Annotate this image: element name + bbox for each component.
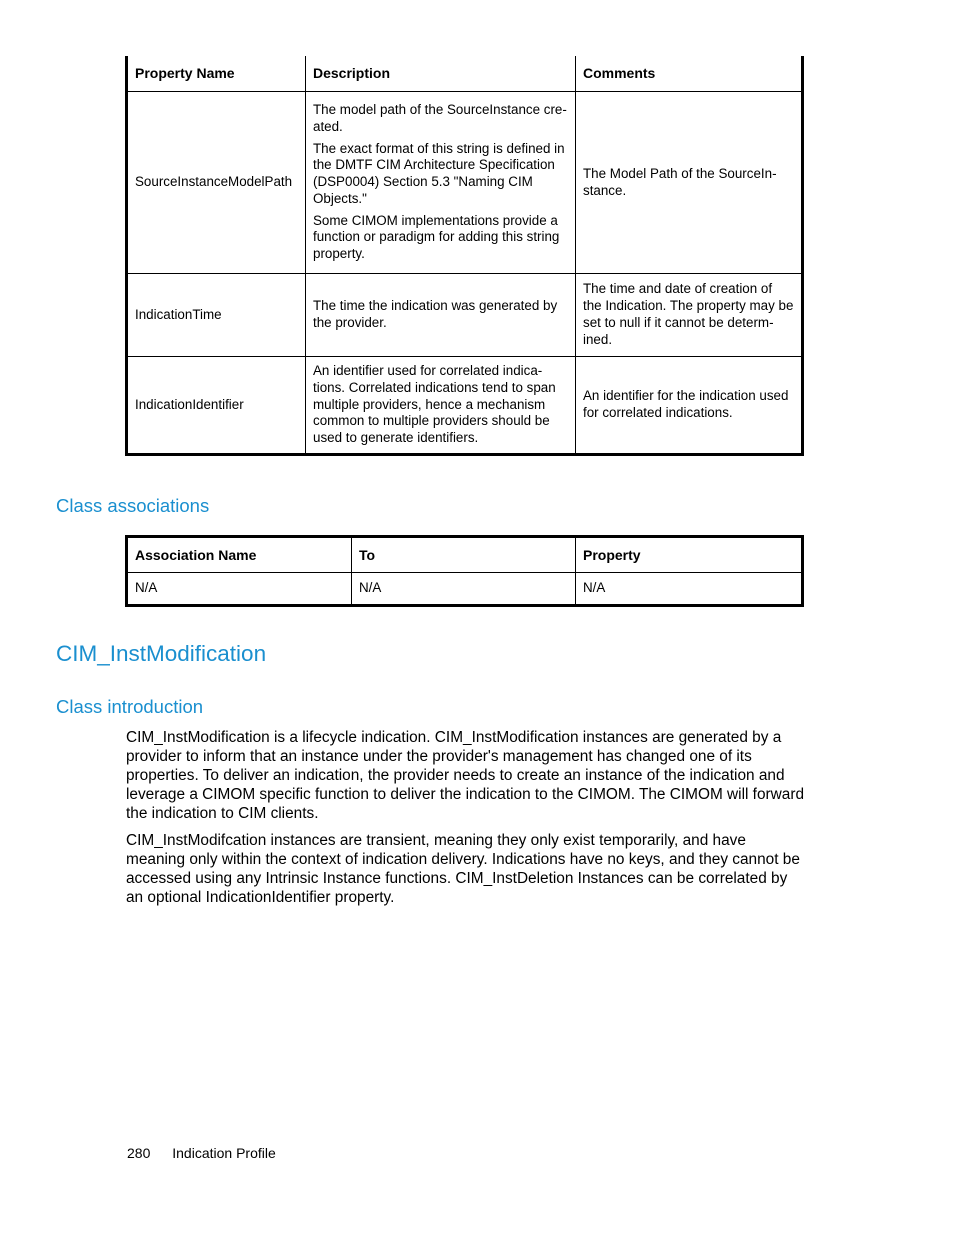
associations-table — [125, 535, 804, 607]
column-header-description: Description — [306, 56, 576, 92]
table-row — [127, 357, 803, 455]
table-row — [127, 573, 803, 606]
property-name-cell: IndicationIdentifier — [127, 357, 306, 455]
property-name-cell: IndicationTime — [127, 274, 306, 357]
description-cell — [306, 92, 576, 274]
description-cell — [306, 357, 576, 455]
page-number: 280 — [127, 1145, 151, 1161]
class-introduction-heading: Class introduction — [56, 696, 204, 717]
column-header-association-name: Association Name — [127, 537, 352, 573]
property-cell: N/A — [576, 573, 803, 606]
table-header-row — [127, 537, 803, 573]
page-footer — [127, 1145, 276, 1161]
description-paragraph: Some CIMOM implementations provide a function or paradigm for adding this string property. — [313, 212, 560, 262]
to-cell: N/A — [352, 573, 576, 606]
table-row — [127, 92, 803, 274]
property-name-cell: SourceInstanceModelPath — [127, 92, 306, 274]
column-header-to: To — [352, 537, 576, 573]
intro-paragraph: CIM_InstModifcation instances are transient, meaning they only exist temporarily, and have meaning only within the context of indication delivery. Indications have no keys, and they cannot be accessed using any Intrinsic Instance functions. CIM_InstDeletion Instances can be correlated by an optional IndicationIdentifier property. — [126, 832, 800, 906]
column-header-property: Property — [576, 537, 803, 573]
description-paragraph: The time the indication was generated by the provider. — [313, 298, 558, 330]
comments-cell: The Model Path of the SourceIn-stance. — [576, 92, 803, 274]
description-paragraph: The exact format of this string is defined in the DMTF CIM Architecture Specification (DSP0004) Section 5.3 "Naming CIM Objects." — [313, 140, 565, 206]
description-paragraph: The model path of the SourceInstance cre-ated. — [313, 101, 567, 134]
section-title: CIM_InstModification — [56, 641, 267, 666]
chapter-title: Indication Profile — [172, 1145, 276, 1161]
properties-table — [125, 56, 804, 456]
table-row — [127, 274, 803, 357]
column-header-comments: Comments — [576, 56, 803, 92]
comments-cell: An identifier for the indication used for correlated indications. — [576, 357, 803, 455]
comments-cell: The time and date of creation of the Indication. The property may be set to null if it cannot be determ-ined. — [576, 274, 803, 357]
class-associations-heading: Class associations — [56, 495, 210, 516]
association-name-cell: N/A — [127, 573, 352, 606]
description-paragraph: An identifier used for correlated indica-tions. Correlated indications tend to span multiple providers, hence a mechanism common to multiple providers should be used to generate identifiers. — [313, 363, 556, 446]
column-header-property-name: Property Name — [127, 56, 306, 92]
intro-paragraph: CIM_InstModification is a lifecycle indication. CIM_InstModification instances are generated by a provider to inform that an instance under the provider's management has changed one of its properties. To deliver an indication, the provider needs to create an instance of the indication and leverage a CIMOM specific function to deliver the indication to the CIMOM. The CIMOM will forward the indication to CIM clients. — [126, 729, 805, 822]
description-cell — [306, 274, 576, 357]
table-header-row — [127, 56, 803, 92]
